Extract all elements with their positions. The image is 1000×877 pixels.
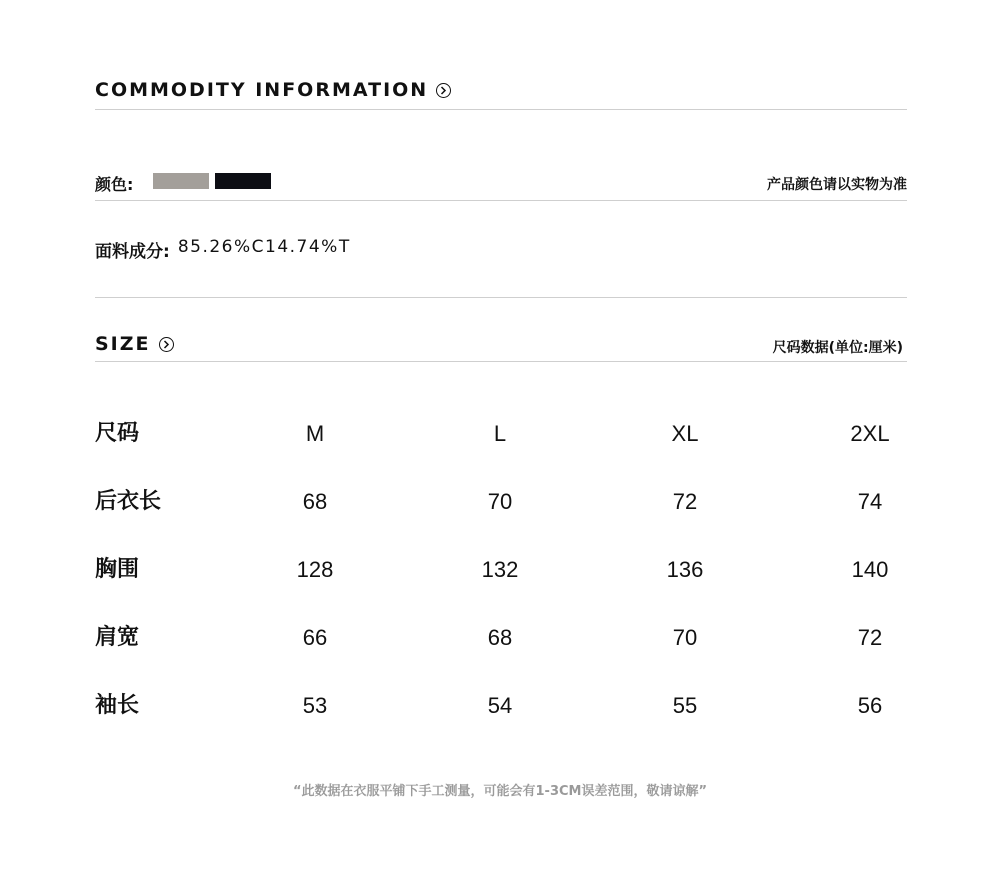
divider xyxy=(95,361,907,362)
table-cell: 2XL xyxy=(850,421,890,446)
table-cell: 140 xyxy=(851,557,889,582)
fabric-label: 面料成分: xyxy=(95,242,170,262)
table-cell: 68 xyxy=(302,489,328,514)
table-cell: 53 xyxy=(302,693,328,718)
row-label: 尺码 xyxy=(95,421,140,446)
color-note: 产品颜色请以实物为准 xyxy=(767,177,907,193)
chevron-right-circle-icon xyxy=(159,337,174,352)
color-swatch-gray xyxy=(153,173,209,189)
color-label: 颜色: xyxy=(95,175,134,194)
table-row xyxy=(95,550,907,590)
table-cell: 136 xyxy=(666,557,704,582)
table-cell: 72 xyxy=(672,489,698,514)
measurement-disclaimer: “此数据在衣服平铺下手工测量，可能会有1-3CM误差范围，敬请谅解” xyxy=(292,784,708,799)
row-label: 袖长 xyxy=(95,693,140,718)
table-cell: XL xyxy=(671,421,699,446)
table-row xyxy=(95,414,907,454)
table-row xyxy=(95,482,907,522)
table-row xyxy=(95,618,907,658)
table-cell: 70 xyxy=(672,625,698,650)
commodity-title-text: COMMODITY INFORMATION xyxy=(95,79,429,101)
table-cell: 72 xyxy=(857,625,883,650)
table-cell: 54 xyxy=(487,693,513,718)
table-cell: 68 xyxy=(487,625,513,650)
divider xyxy=(95,200,907,201)
table-cell: 132 xyxy=(481,557,519,582)
table-cell: M xyxy=(305,421,325,446)
size-title-text: SIZE xyxy=(95,333,151,355)
fabric-row xyxy=(95,237,351,262)
divider xyxy=(95,109,907,110)
fabric-value: 85.26%C14.74%T xyxy=(177,237,351,257)
table-cell: 128 xyxy=(296,557,334,582)
table-cell: 55 xyxy=(672,693,698,718)
table-cell: 56 xyxy=(857,693,883,718)
table-cell: 66 xyxy=(302,625,328,650)
table-cell: 70 xyxy=(487,489,513,514)
row-label: 后衣长 xyxy=(95,489,162,514)
size-unit-note: 尺码数据(单位:厘米) xyxy=(772,340,903,356)
table-row xyxy=(95,686,907,726)
row-label: 胸围 xyxy=(95,557,140,582)
chevron-right-circle-icon xyxy=(436,83,451,98)
divider xyxy=(95,297,907,298)
commodity-section-title xyxy=(95,79,451,101)
size-section-title xyxy=(95,333,174,355)
table-cell: L xyxy=(493,421,507,446)
row-label: 肩宽 xyxy=(95,625,140,650)
color-swatch-black xyxy=(215,173,271,189)
table-cell: 74 xyxy=(857,489,883,514)
